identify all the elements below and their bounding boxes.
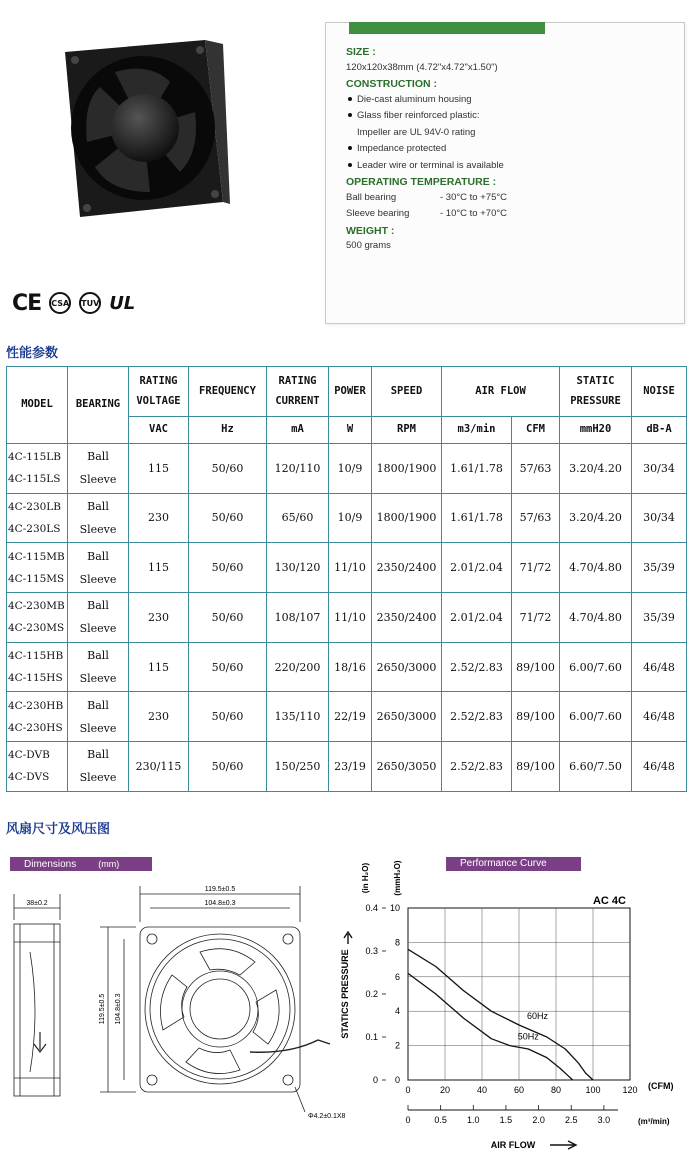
cfm-cell: 71/72 xyxy=(512,543,560,593)
construction-item: Die-cast aluminum housing xyxy=(346,95,676,105)
construction-item: Leader wire or terminal is available xyxy=(346,161,676,171)
y-arrow-icon xyxy=(344,932,352,944)
mmh2o-cell: 6.60/7.50 xyxy=(560,742,632,792)
ma-cell: 120/110 xyxy=(267,444,329,494)
vac-cell: 230 xyxy=(129,692,189,742)
hz-cell: 50/60 xyxy=(189,444,267,494)
temperature-value: - 10°C to +70°C xyxy=(440,208,508,219)
mmh2o-cell: 4.70/4.80 xyxy=(560,593,632,643)
vac-cell: 230 xyxy=(129,593,189,643)
temperature-row xyxy=(346,193,676,203)
dba-cell: 35/39 xyxy=(632,543,687,593)
m3-cell: 1.61/1.78 xyxy=(442,444,512,494)
cfm-cell: 57/63 xyxy=(512,493,560,543)
x-unit-m3: (m³/min) xyxy=(638,1117,670,1126)
y-tick-label-mmh2o: 8 xyxy=(394,937,400,948)
unit-cell: W xyxy=(329,417,372,444)
col-air-flow: AIR FLOW xyxy=(442,367,560,417)
y-axis-label: STATICS PRESSURE xyxy=(340,949,350,1039)
rpm-cell: 2650/3000 xyxy=(372,692,442,742)
m3-cell: 2.01/2.04 xyxy=(442,543,512,593)
unit-cell: mmH20 xyxy=(560,417,632,444)
x-arrow-icon xyxy=(550,1141,576,1149)
bearing-cell: Ball Sleeve xyxy=(68,444,129,494)
mmh2o-cell: 3.20/4.20 xyxy=(560,493,632,543)
x-tick-label-m3: 3.0 xyxy=(597,1115,611,1125)
col-static-pressure: STATIC PRESSURE xyxy=(560,367,632,417)
chart-series xyxy=(408,949,593,1080)
mmh2o-cell: 6.00/7.60 xyxy=(560,642,632,692)
rpm-cell: 1800/1900 xyxy=(372,444,442,494)
m3-cell: 1.61/1.78 xyxy=(442,493,512,543)
temperature-value: - 30°C to +75°C xyxy=(440,191,508,203)
y-tick-label-inh2o: 0.1 xyxy=(365,1032,378,1042)
ce-mark-icon: CE xyxy=(12,290,42,316)
dim-mount-label: Φ4.2±0.1X8 xyxy=(308,1113,346,1120)
vac-cell: 115 xyxy=(129,642,189,692)
dim-outer-v-label: 119.5±0.5 xyxy=(99,993,106,1025)
x-tick-label-m3: 0.5 xyxy=(434,1115,447,1125)
table-header-row xyxy=(7,367,687,417)
m3-cell: 2.52/2.83 xyxy=(442,692,512,742)
construction-item-cont: Impeller are UL 94V-0 rating xyxy=(357,126,476,138)
cfm-cell: 71/72 xyxy=(512,593,560,643)
dba-cell: 30/34 xyxy=(632,493,687,543)
model-cell: 4C-115MB 4C-115MS xyxy=(7,543,68,593)
vac-cell: 230/115 xyxy=(129,742,189,792)
hz-cell: 50/60 xyxy=(189,543,267,593)
front-view-venturi xyxy=(145,934,295,1084)
temperature-row xyxy=(346,209,676,219)
hz-cell: 50/60 xyxy=(189,593,267,643)
x-tick-label-cfm: 20 xyxy=(439,1085,451,1095)
col-rating-current: RATING CURRENT xyxy=(267,367,329,417)
dimensions-badge-label: Dimensions xyxy=(24,859,77,870)
model-label: AC 4C xyxy=(592,895,626,907)
table-row xyxy=(7,692,687,742)
col-rating-voltage: RATING VOLTAGE xyxy=(129,367,189,417)
w-cell: 23/19 xyxy=(329,742,372,792)
model-cell: 4C-230MB 4C-230MS xyxy=(7,593,68,643)
spec-box xyxy=(325,22,685,324)
bearing-cell: Ball Sleeve xyxy=(68,692,129,742)
tuv-mark-icon: TUV xyxy=(79,292,101,314)
rpm-cell: 2650/3050 xyxy=(372,742,442,792)
w-cell: 11/10 xyxy=(329,593,372,643)
y-tick-label-mmh2o: 0 xyxy=(394,1075,400,1085)
ma-cell: 150/250 xyxy=(267,742,329,792)
dimensions-section-title: 风扇尺寸及风压图 xyxy=(6,821,111,836)
model-cell: 4C-230LB 4C-230LS xyxy=(7,493,68,543)
m3-cell: 2.52/2.83 xyxy=(442,642,512,692)
weight-heading: WEIGHT : xyxy=(346,224,395,237)
model-cell: 4C-115LB 4C-115LS xyxy=(7,444,68,494)
col-speed: SPEED xyxy=(372,367,442,417)
y-tick-label-inh2o: 0.2 xyxy=(365,989,378,999)
model-cell: 4C-DVB 4C-DVS xyxy=(7,742,68,792)
dba-cell: 46/48 xyxy=(632,742,687,792)
y-tick-label-mmh2o: 6 xyxy=(394,971,400,982)
y-tick-label-inh2o: 0.4 xyxy=(365,903,378,913)
dba-cell: 46/48 xyxy=(632,692,687,742)
dim-depth-label: 38±0.2 xyxy=(26,900,48,907)
size-heading: SIZE : xyxy=(346,46,376,58)
side-view-outline xyxy=(14,924,60,1096)
side-view-blade xyxy=(30,952,35,1072)
x-tick-label-cfm: 40 xyxy=(476,1085,488,1095)
col-frequency: FREQUENCY xyxy=(189,367,267,417)
performance-curve-chart xyxy=(338,848,700,1168)
cfm-cell: 89/100 xyxy=(512,692,560,742)
dimensions-badge-unit: (mm) xyxy=(98,859,120,869)
bearing-cell: Ball Sleeve xyxy=(68,593,129,643)
mmh2o-cell: 4.70/4.80 xyxy=(560,543,632,593)
weight-value: 500 grams xyxy=(346,240,391,251)
series-label: 60Hz xyxy=(527,1010,549,1021)
y-tick-label-mmh2o: 4 xyxy=(394,1006,400,1017)
temperature-heading: OPERATING TEMPERATURE : xyxy=(346,176,497,188)
ma-cell: 65/60 xyxy=(267,493,329,543)
dimensions-badge xyxy=(10,857,152,871)
airflow-arrow-icon xyxy=(34,1032,46,1052)
table-row xyxy=(7,543,687,593)
dba-cell: 35/39 xyxy=(632,593,687,643)
bearing-cell: Ball Sleeve xyxy=(68,493,129,543)
dim-outer-label: 119.5±0.5 xyxy=(204,886,236,893)
vac-cell: 115 xyxy=(129,444,189,494)
performance-table-body xyxy=(7,444,687,792)
x-tick-label-m3: 1.0 xyxy=(467,1115,480,1125)
construction-item: Impedance protected xyxy=(346,144,676,154)
series-line-60Hz xyxy=(408,949,593,1080)
cfm-cell: 89/100 xyxy=(512,642,560,692)
x-tick-label-m3: 0 xyxy=(405,1115,411,1125)
cfm-cell: 57/63 xyxy=(512,444,560,494)
x-tick-label-cfm: 120 xyxy=(622,1085,638,1095)
x-axis-label: AIR FLOW xyxy=(490,1140,536,1150)
chart-grid xyxy=(408,908,630,1080)
w-cell: 10/9 xyxy=(329,444,372,494)
temperature-key: Ball bearing xyxy=(346,191,397,203)
size-value: 120x120x38mm (4.72"x4.72"x1.50") xyxy=(346,61,498,73)
construction-heading: CONSTRUCTION : xyxy=(346,78,437,90)
y-tick-label-mmh2o: 10 xyxy=(389,903,400,913)
temperature-key: Sleeve bearing xyxy=(346,208,410,219)
lead-wire xyxy=(250,1040,330,1052)
cfm-cell: 89/100 xyxy=(512,742,560,792)
ma-cell: 220/200 xyxy=(267,642,329,692)
unit-cell: RPM xyxy=(372,417,442,444)
performance-section-title: 性能参数 xyxy=(6,345,59,360)
model-cell: 4C-115HB 4C-115HS xyxy=(7,642,68,692)
hz-cell: 50/60 xyxy=(189,493,267,543)
rpm-cell: 2650/3000 xyxy=(372,642,442,692)
table-row xyxy=(7,493,687,543)
x-tick-label-cfm: 80 xyxy=(550,1085,562,1095)
dim-hole-label: 104.8±0.3 xyxy=(204,900,236,907)
model-cell: 4C-230HB 4C-230HS xyxy=(7,692,68,742)
x-tick-label-cfm: 60 xyxy=(513,1085,525,1095)
spec-content xyxy=(346,47,676,258)
hz-cell: 50/60 xyxy=(189,742,267,792)
bearing-cell: Ball Sleeve xyxy=(68,742,129,792)
hz-cell: 50/60 xyxy=(189,642,267,692)
hz-cell: 50/60 xyxy=(189,692,267,742)
ma-cell: 130/120 xyxy=(267,543,329,593)
bearing-cell: Ball Sleeve xyxy=(68,543,129,593)
rpm-cell: 2350/2400 xyxy=(372,593,442,643)
col-bearing: BEARING xyxy=(68,367,129,444)
table-row xyxy=(7,444,687,494)
x-tick-label-m3: 2.0 xyxy=(532,1115,545,1125)
rpm-cell: 2350/2400 xyxy=(372,543,442,593)
col-model: MODEL xyxy=(7,367,68,444)
unit-cell: mA xyxy=(267,417,329,444)
y-unit-inh2o: (in H₂O) xyxy=(361,862,370,894)
x-tick-label-m3: 1.5 xyxy=(499,1115,513,1125)
x-unit-cfm: (CFM) xyxy=(648,1081,674,1091)
m3-cell: 2.01/2.04 xyxy=(442,593,512,643)
unit-cell: m3/min xyxy=(442,417,512,444)
y-tick-label-inh2o: 0.3 xyxy=(365,946,378,956)
series-line-50Hz xyxy=(408,973,573,1080)
performance-table xyxy=(6,366,687,792)
unit-cell: VAC xyxy=(129,417,189,444)
ma-cell: 135/110 xyxy=(267,692,329,742)
table-row xyxy=(7,742,687,792)
y-unit-mmh2o: (mmH₂O) xyxy=(393,860,402,896)
chart-ticks xyxy=(365,903,637,1125)
unit-cell: CFM xyxy=(512,417,560,444)
vac-cell: 115 xyxy=(129,543,189,593)
bearing-cell: Ball Sleeve xyxy=(68,642,129,692)
x-tick-label-m3: 2.5 xyxy=(564,1115,578,1125)
table-row xyxy=(7,593,687,643)
x-tick-label-cfm: 0 xyxy=(405,1085,411,1095)
dba-cell: 46/48 xyxy=(632,642,687,692)
dim-hole-v-label: 104.8±0.3 xyxy=(115,993,122,1025)
rpm-cell: 1800/1900 xyxy=(372,493,442,543)
w-cell: 22/19 xyxy=(329,692,372,742)
unit-cell: dB-A xyxy=(632,417,687,444)
col-power: POWER xyxy=(329,367,372,417)
performance-curve-badge: Performance Curve xyxy=(446,857,581,871)
construction-item: Glass fiber reinforced plastic: xyxy=(346,111,676,121)
csa-mark-icon: CSA xyxy=(49,292,71,314)
mmh2o-cell: 6.00/7.60 xyxy=(560,692,632,742)
dba-cell: 30/34 xyxy=(632,444,687,494)
spec-accent-bar xyxy=(349,22,545,34)
vac-cell: 230 xyxy=(129,493,189,543)
series-label: 50Hz xyxy=(517,1031,539,1042)
certification-marks xyxy=(12,288,135,318)
w-cell: 18/16 xyxy=(329,642,372,692)
front-view-outline xyxy=(140,927,300,1092)
y-tick-label-mmh2o: 2 xyxy=(394,1040,400,1051)
table-row xyxy=(7,642,687,692)
x-tick-label-cfm: 100 xyxy=(585,1085,601,1095)
w-cell: 11/10 xyxy=(329,543,372,593)
m3-cell: 2.52/2.83 xyxy=(442,742,512,792)
fan-product-photo xyxy=(55,32,230,222)
ma-cell: 108/107 xyxy=(267,593,329,643)
unit-cell: Hz xyxy=(189,417,267,444)
y-tick-label-inh2o: 0 xyxy=(372,1075,378,1085)
col-noise: NOISE xyxy=(632,367,687,417)
mmh2o-cell: 3.20/4.20 xyxy=(560,444,632,494)
ul-mark-icon: UL xyxy=(109,292,136,314)
w-cell: 10/9 xyxy=(329,493,372,543)
